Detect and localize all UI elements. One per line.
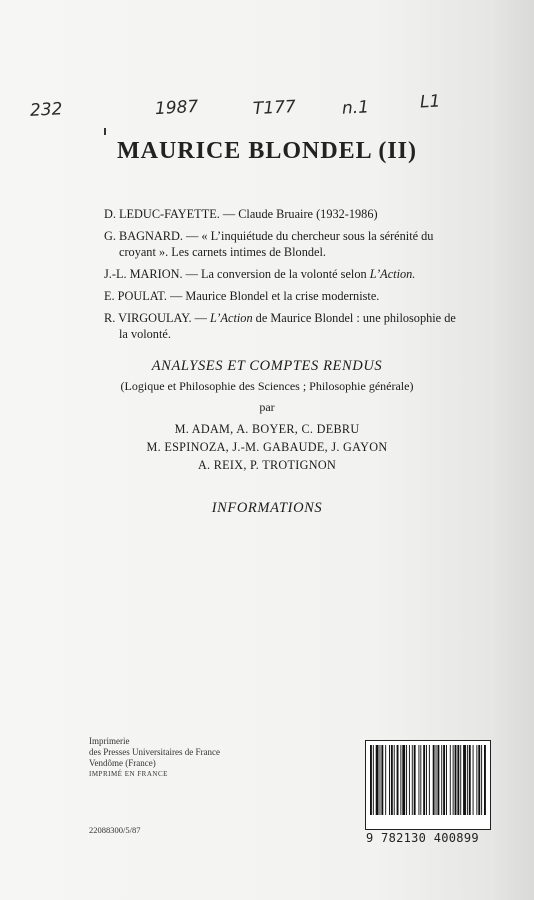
barcode-bar — [437, 745, 439, 815]
handwritten-note-3: T177 — [252, 96, 297, 120]
barcode-bar — [380, 745, 381, 815]
barcode-bar — [481, 745, 482, 815]
analyses-heading: ANALYSES ET COMPTES RENDUS — [151, 358, 383, 374]
barcode-bar — [433, 745, 435, 815]
toc-entry-text: J.-L. MARION. — La conversion de la volonté selon L’Action. — [104, 267, 416, 281]
barcode-bar — [476, 745, 477, 815]
barcode-bar — [420, 745, 421, 815]
toc-entry-continuation: croyant ». Les carnets intimes de Blondel. — [119, 245, 326, 259]
barcode-bar — [370, 745, 372, 815]
barcode-bar — [478, 745, 480, 815]
print-code: 22088300/5/87 — [89, 825, 141, 835]
barcode-bar — [473, 745, 474, 815]
analyses-subheading: (Logique et Philosophie des Sciences ; Philosophie générale) — [120, 379, 414, 393]
barcode-bar — [484, 745, 486, 815]
barcode-bar — [436, 745, 437, 815]
barcode — [365, 740, 491, 830]
barcode-bar — [453, 745, 454, 815]
barcode-bar — [463, 745, 466, 815]
issue-title: MAURICE BLONDEL (II) — [116, 138, 418, 164]
barcode-bar — [373, 745, 374, 815]
imprint-block: Imprimerie des Presses Universitaires de France Vendôme (France) IMPRIMÉ EN FRANCE — [89, 736, 220, 778]
barcode-bar — [450, 745, 451, 815]
barcode-bar — [418, 745, 419, 815]
isbn-number: 9 782130 400899 — [366, 831, 479, 845]
handwritten-note-1: 232 — [29, 99, 63, 121]
barcode-bar — [455, 745, 457, 815]
barcode-bar — [429, 745, 430, 815]
page-mark — [104, 128, 106, 135]
contributors-list — [0, 420, 534, 474]
contributor-line: M. ADAM, A. BOYER, C. DEBRU — [174, 422, 360, 436]
handwritten-note-4: n.1 — [341, 97, 370, 119]
barcode-bar — [391, 745, 393, 815]
informations-heading: INFORMATIONS — [211, 500, 323, 516]
barcode-bar — [376, 745, 379, 815]
barcode-bar — [394, 745, 395, 815]
toc-entry — [104, 310, 490, 342]
toc-entry — [104, 266, 490, 282]
handwritten-note-2: 1987 — [154, 96, 199, 120]
barcode-bar — [409, 745, 410, 815]
barcode-bar — [406, 745, 407, 815]
toc-entry-text: E. POULAT. — Maurice Blondel et la crise moderniste. — [104, 289, 380, 303]
contributor-line: A. REIX, P. TROTIGNON — [197, 458, 337, 472]
barcode-bar — [397, 745, 399, 815]
barcode-bar — [460, 745, 461, 815]
barcode-bar — [414, 745, 416, 815]
barcode-bar — [457, 745, 459, 815]
barcode-bar — [441, 745, 442, 815]
toc-entry — [104, 288, 490, 304]
barcode-bar — [389, 745, 390, 815]
handwritten-note-5: L1 — [419, 91, 441, 113]
barcode-bar — [446, 745, 447, 815]
barcode-bar — [381, 745, 383, 815]
barcode-bar — [385, 745, 386, 815]
barcode-bar — [423, 745, 425, 815]
toc-entry-text: G. BAGNARD. — « L’inquiétude du chercheur sous la sérénité du — [104, 229, 434, 243]
barcode-bars — [370, 745, 486, 815]
barcode-bar — [402, 745, 405, 815]
toc-italic-title: L’Action. — [369, 267, 416, 281]
toc-entry-text: D. LEDUC-FAYETTE. — Claude Bruaire (1932-1986) — [104, 207, 378, 221]
contributor-line: M. ESPINOZA, J.-M. GABAUDE, J. GAYON — [146, 440, 388, 454]
toc-entry — [104, 228, 490, 260]
barcode-bar — [400, 745, 401, 815]
par-label: par — [259, 400, 275, 414]
barcode-bar — [412, 745, 413, 815]
barcode-bar — [443, 745, 445, 815]
barcode-bar — [426, 745, 427, 815]
toc-entry — [104, 206, 490, 222]
barcode-bar — [469, 745, 471, 815]
toc-italic-title: L’Action — [210, 311, 253, 325]
toc-entry-text: R. VIRGOULAY. — L’Action de Maurice Blondel : une philosophie de — [104, 311, 456, 325]
toc-entry-continuation: la volonté. — [119, 327, 171, 341]
table-of-contents — [104, 206, 490, 348]
barcode-bar — [467, 745, 468, 815]
